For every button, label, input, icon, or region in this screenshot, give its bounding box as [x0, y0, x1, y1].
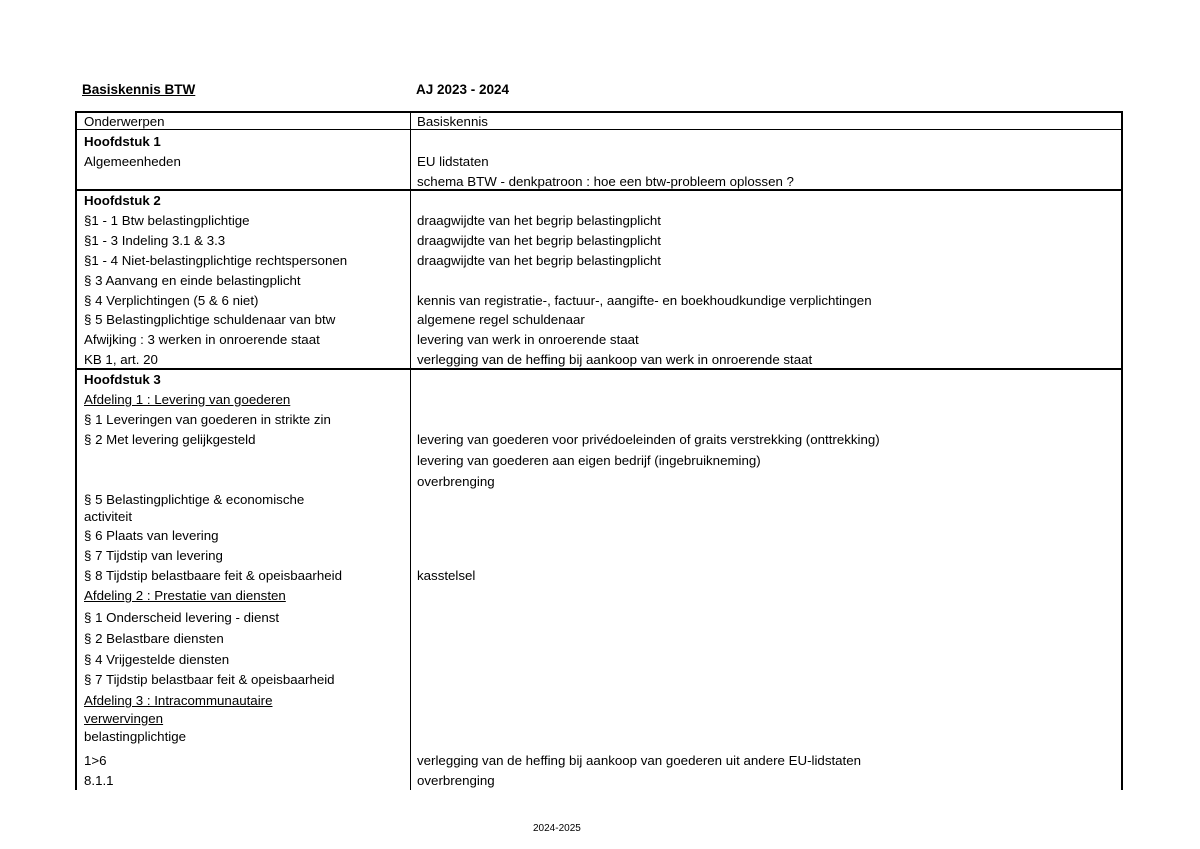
curriculum-table: [75, 111, 1123, 790]
table-cell: 8.1.1: [84, 773, 114, 788]
table-cell: § 8 Tijdstip belastbaare feit & opeisbaarheid: [84, 568, 342, 583]
table-cell: EU lidstaten: [417, 154, 489, 169]
section-heading: Afdeling 2 : Prestatie van diensten: [84, 588, 286, 603]
column-header-topics: Onderwerpen: [84, 114, 165, 129]
table-cell: activiteit: [84, 509, 133, 524]
header-divider: [77, 129, 1121, 130]
table-cell: Algemeenheden: [84, 154, 181, 169]
table-cell: 1>6: [84, 753, 107, 768]
table-cell: § 2 Met levering gelijkgesteld: [84, 432, 256, 447]
chapter-1-heading: Hoofdstuk 1: [84, 134, 161, 149]
table-cell: draagwijdte van het begrip belastingplicht: [417, 213, 661, 228]
table-cell: § 7 Tijdstip van levering: [84, 548, 223, 563]
table-cell: KB 1, art. 20: [84, 352, 158, 367]
section-heading: Afdeling 3 : Intracommunautaire: [84, 693, 273, 708]
table-cell: § 5 Belastingplichtige schuldenaar van btw: [84, 312, 336, 327]
section-divider-2: [77, 368, 1121, 370]
table-cell: schema BTW - denkpatroon : hoe een btw-probleem oplossen ?: [417, 174, 794, 189]
section-divider-1: [77, 189, 1121, 191]
table-cell: kasstelsel: [417, 568, 476, 583]
table-cell: levering van goederen aan eigen bedrijf (ingebruikneming): [417, 453, 761, 468]
document-title: Basiskennis BTW: [82, 82, 196, 97]
table-cell: draagwijdte van het begrip belastingplicht: [417, 233, 661, 248]
table-cell: § 4 Verplichtingen (5 & 6 niet): [84, 293, 259, 308]
chapter-2-heading: Hoofdstuk 2: [84, 193, 161, 208]
page-footer: 2024-2025: [533, 823, 581, 834]
table-cell: levering van goederen voor privédoeleinden of graits verstrekking (onttrekking): [417, 432, 880, 447]
column-header-knowledge: Basiskennis: [417, 114, 488, 129]
academic-year: AJ 2023 - 2024: [416, 82, 510, 97]
table-cell: § 4 Vrijgestelde diensten: [84, 652, 230, 667]
table-cell: § 6 Plaats van levering: [84, 528, 219, 543]
column-divider: [410, 113, 411, 790]
table-cell: § 1 Leveringen van goederen in strikte zin: [84, 412, 331, 427]
table-cell: overbrenging: [417, 474, 495, 489]
table-cell: § 1 Onderscheid levering - dienst: [84, 610, 280, 625]
section-heading: verwervingen: [84, 711, 164, 726]
chapter-3-heading: Hoofdstuk 3: [84, 372, 161, 387]
table-cell: verlegging van de heffing bij aankoop van goederen uit andere EU-lidstaten: [417, 753, 862, 768]
table-cell: verlegging van de heffing bij aankoop van werk in onroerende staat: [417, 352, 813, 367]
table-cell: kennis van registratie-, factuur-, aangifte- en boekhoudkundige verplichtingen: [417, 293, 872, 308]
table-cell: overbrenging: [417, 773, 495, 788]
table-cell: Afwijking : 3 werken in onroerende staat: [84, 332, 320, 347]
table-cell: § 3 Aanvang en einde belastingplicht: [84, 273, 301, 288]
table-cell: §1 - 4 Niet-belastingplichtige rechtspersonen: [84, 253, 348, 268]
table-cell: §1 - 3 Indeling 3.1 & 3.3: [84, 233, 226, 248]
table-cell: § 2 Belastbare diensten: [84, 631, 224, 646]
table-cell: §1 - 1 Btw belastingplichtige: [84, 213, 250, 228]
table-cell: § 5 Belastingplichtige & economische: [84, 492, 305, 507]
table-cell: levering van werk in onroerende staat: [417, 332, 639, 347]
table-cell: belastingplichtige: [84, 729, 187, 744]
table-cell: § 7 Tijdstip belastbaar feit & opeisbaarheid: [84, 672, 335, 687]
section-heading: Afdeling 1 : Levering van goederen: [84, 392, 291, 407]
table-cell: draagwijdte van het begrip belastingplicht: [417, 253, 661, 268]
table-cell: algemene regel schuldenaar: [417, 312, 585, 327]
